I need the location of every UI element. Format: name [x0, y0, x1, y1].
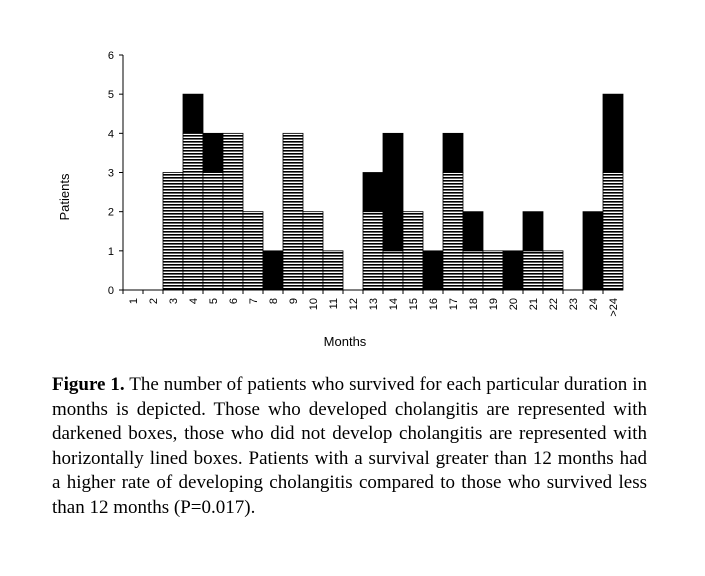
x-tick-label: 18 [468, 298, 480, 311]
y-ticks [108, 50, 123, 297]
x-tick-label: 24 [588, 298, 600, 311]
bar-solid-20 [503, 251, 523, 290]
bar-lined-17 [443, 173, 463, 291]
figure-caption [52, 373, 647, 521]
bar-solid-16 [423, 251, 443, 290]
y-axis-title: Patients [57, 173, 72, 221]
bar-solid-17 [443, 133, 463, 172]
bar-lined-9 [283, 133, 303, 290]
y-tick-label: 6 [107, 50, 114, 62]
bar-solid-18 [463, 212, 483, 251]
x-tick-label: 23 [568, 298, 580, 311]
bar-lined-13 [363, 212, 383, 290]
bar-solid-4 [183, 94, 203, 133]
x-axis-title: Months [323, 334, 367, 349]
bar-lined-25 [603, 173, 623, 291]
x-ticks [123, 290, 620, 317]
x-tick-label: 3 [168, 298, 180, 305]
x-tick-label: 5 [208, 298, 220, 305]
bar-lined-19 [483, 251, 503, 290]
bar-solid-21 [523, 212, 543, 251]
bar-lined-5 [203, 173, 223, 291]
x-tick-label: 10 [308, 298, 320, 311]
y-tick-label: 3 [107, 167, 114, 180]
x-tick-label: 20 [508, 298, 520, 311]
x-tick-label: 19 [488, 298, 500, 311]
bar-lined-6 [223, 133, 243, 290]
bar-lined-22 [543, 251, 563, 290]
y-tick-label: 0 [107, 285, 114, 297]
x-tick-label: 16 [428, 298, 440, 311]
y-tick-label: 1 [107, 245, 114, 258]
x-tick-label: 11 [328, 298, 340, 310]
bar-solid-14 [383, 133, 403, 251]
x-tick-label: 8 [268, 298, 280, 305]
bar-lined-7 [243, 212, 263, 290]
bar-solid-25 [603, 94, 623, 172]
x-tick-label: 7 [248, 298, 260, 305]
x-tick-label: 22 [548, 298, 560, 311]
x-tick-label: 2 [148, 298, 160, 305]
x-tick-label: 21 [528, 298, 540, 311]
bar-lined-14 [383, 251, 403, 290]
bar-lined-18 [463, 251, 483, 290]
x-tick-label: 12 [348, 298, 360, 311]
y-tick-label: 4 [107, 128, 114, 141]
x-tick-label: 13 [368, 298, 380, 311]
x-tick-label: 14 [388, 298, 400, 311]
x-tick-label: 4 [188, 298, 200, 305]
bar-lined-15 [403, 212, 423, 290]
y-tick-label: 2 [107, 206, 114, 219]
bar-lined-10 [303, 212, 323, 290]
x-tick-label: >24 [608, 298, 620, 317]
bars [163, 94, 623, 290]
x-tick-label: 9 [288, 298, 300, 305]
bar-solid-24 [583, 212, 603, 290]
bar-lined-21 [523, 251, 543, 290]
x-tick-label: 15 [408, 298, 420, 311]
y-tick-label: 5 [107, 89, 114, 102]
bar-solid-8 [263, 251, 283, 290]
bar-lined-4 [183, 133, 203, 290]
x-tick-label: 6 [228, 298, 240, 305]
caption-text: The number of patients who survived for each particular duration in months is depicted. Those who developed cholangitis are represented with darkened boxes, those who did not develop cholangitis are represented with horizontally lined boxes. Patients with a survival greater than 12 months had a higher rate of developing cholangitis compared to those who survived less than 12 months (P=0.017). [52, 374, 647, 518]
caption-label: Figure 1. [52, 374, 125, 395]
bar-lined-3 [163, 173, 183, 291]
bar-solid-13 [363, 173, 383, 212]
bar-solid-5 [203, 133, 223, 172]
x-tick-label: 1 [128, 298, 140, 305]
bar-lined-11 [323, 251, 343, 290]
x-tick-label: 17 [448, 298, 460, 311]
